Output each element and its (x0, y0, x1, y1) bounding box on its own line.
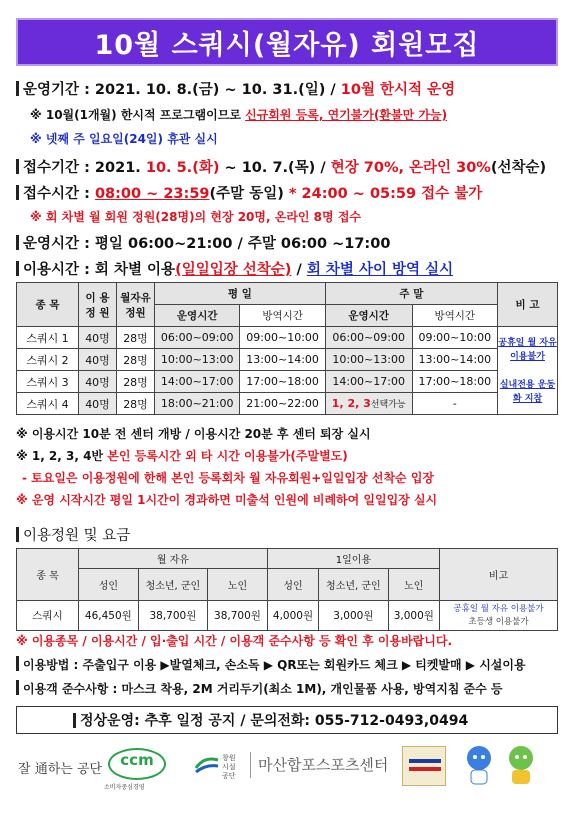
operation-period: 운영기간 : 2021. 10. 8.(금) ~ 10. 31.(일) / 10월 한시적 운영 (16, 78, 455, 99)
fee-section-title: 이용정원 및 요금 (16, 524, 130, 545)
table-row: 스쿼시 2 40명 28명 10:00~13:00 13:00~14:00 10:00~13:00 13:00~14:00 (17, 349, 558, 371)
check-notice: ※ 이용종목 / 이용시간 / 입·출입 시간 / 이용객 준수사항 등 확인 후 이용바랍니다. (16, 634, 453, 648)
usage-method: 이용방법 : 주출입구 이용 ▶발열체크, 손소독 ▶ QR또는 회원카드 체크 ▶ 티켓발매 ▶ 시설이용 (16, 656, 526, 673)
center-name: 마산합포스포츠센터 (258, 756, 389, 774)
reception-note: ※ 회 차별 월 회원 정원(28명)의 현장 20명, 온라인 8명 접수 (30, 210, 362, 224)
bullet-bar (16, 527, 19, 542)
mascot-icon (462, 744, 496, 788)
note-2: ※ 1, 2, 3, 4반 본인 등록시간 외 타 시간 이용불가(주말별도) (16, 449, 348, 463)
table-row: 스쿼시 4 40명 28명 18:00~21:00 21:00~22:00 1, 2, 3선택가능 - (17, 393, 558, 415)
operation-time: 운영시간 : 평일 06:00~21:00 / 주말 06:00 ~17:00 (16, 232, 390, 253)
bullet-bar (16, 185, 19, 200)
bullet-bar (16, 159, 19, 174)
header-capacity: 이 용 정 원 (79, 283, 117, 327)
emblem-icon (402, 746, 446, 786)
page-title: 10월 스쿼시(월자유) 회원모집 (94, 29, 480, 61)
bullet-bar (16, 81, 19, 96)
bullet-bar (16, 656, 19, 671)
header-op-time: 운영시간 (155, 305, 240, 327)
table-row: 스쿼시 46,450원 38,700원 38,700원 4,000원 3,000원 3,000원 공휴일 월 자유 이용불가 초등생 이용불가 (17, 601, 558, 631)
table-row: 스쿼시 3 40명 28명 14:00~17:00 17:00~18:00 14:00~17:00 17:00~18:00 (17, 371, 558, 393)
header-item: 종 목 (17, 283, 79, 327)
ccm-logo: ccm (108, 748, 166, 780)
reception-period: 접수기간 : 2021. 10. 5.(화) ~ 10. 7.(목) / 현장 70%, 온라인 30%(선착순) (16, 156, 546, 177)
bullet-bar (73, 713, 76, 728)
schedule-table (16, 282, 558, 415)
period-note-2: ※ 넷째 주 일요일(24일) 휴관 실시 (30, 132, 218, 146)
slogan: 잘 通하는 공단 (18, 762, 103, 777)
mascot-icon (502, 744, 540, 788)
header-weekday: 평 일 (155, 283, 326, 305)
title-banner (16, 18, 558, 66)
contact-box: 정상운영: 추후 일정 공지 / 문의전화: 055-712-0493,0494 (16, 706, 558, 734)
corp-logo-icon (194, 754, 220, 776)
bullet-bar (16, 680, 19, 695)
footer: 잘 通하는 공단 ccm 소비자중심경영 창원 시설공단 마산합포스포츠센터 (0, 740, 576, 800)
reception-time: 접수시간 : 08:00 ~ 23:59(주말 동일) * 24:00 ~ 05:59 접수 불가 (16, 182, 482, 203)
table-row: 스쿼시 1 40명 28명 06:00~09:00 09:00~10:00 06:00~09:00 09:00~10:00 공휴일 월 자유 이용불가 실내전용 운동화 지참 (17, 327, 558, 349)
note-1: ※ 이용시간 10분 전 센터 개방 / 이용시간 20분 후 센터 퇴장 실시 (16, 427, 371, 441)
header-disinfect: 방역시간 (240, 305, 325, 327)
bullet-bar (16, 261, 19, 276)
note-4: ※ 운영 시작시간 평일 1시간이 경과하면 미출석 인원에 비례하여 일일입장 실시 (16, 493, 438, 507)
note-3: - 토요일은 이용정원에 한해 본인 등록회차 월 자유회원+일일입장 선착순 입장 (22, 471, 435, 485)
fee-table: 종 목 월 자유 1일이용 비고 성인 청소년, 군인 노인 성인 청소년, 군인 노인 스쿼시 46,450원 38,700원 38,700원 4,000원 3,000원 3,000원 공휴일 월 자유 이용불가 초등생 이용불가 (16, 548, 558, 631)
usage-time: 이용시간 : 회 차별 이용(일일입장 선착순) / 회 차별 사이 방역 실시 (16, 258, 453, 279)
header-op-time: 운영시간 (325, 305, 412, 327)
remark-cell: 공휴일 월 자유 이용불가 실내전용 운동화 지참 (498, 327, 558, 415)
bullet-bar (16, 235, 19, 250)
header-disinfect: 방역시간 (412, 305, 497, 327)
header-remark: 비 고 (498, 283, 558, 327)
header-monthly: 월자유 정원 (117, 283, 155, 327)
usage-rules: 이용객 준수사항 : 마스크 착용, 2M 거리두기(최소 1M), 개인물품 사용, 방역지침 준수 등 (16, 680, 503, 697)
header-weekend: 주 말 (325, 283, 497, 305)
period-note-1: ※ 10월(1개월) 한시적 프로그램이므로 신규회원 등록, 연기불가(환불만 가능) (30, 108, 448, 122)
